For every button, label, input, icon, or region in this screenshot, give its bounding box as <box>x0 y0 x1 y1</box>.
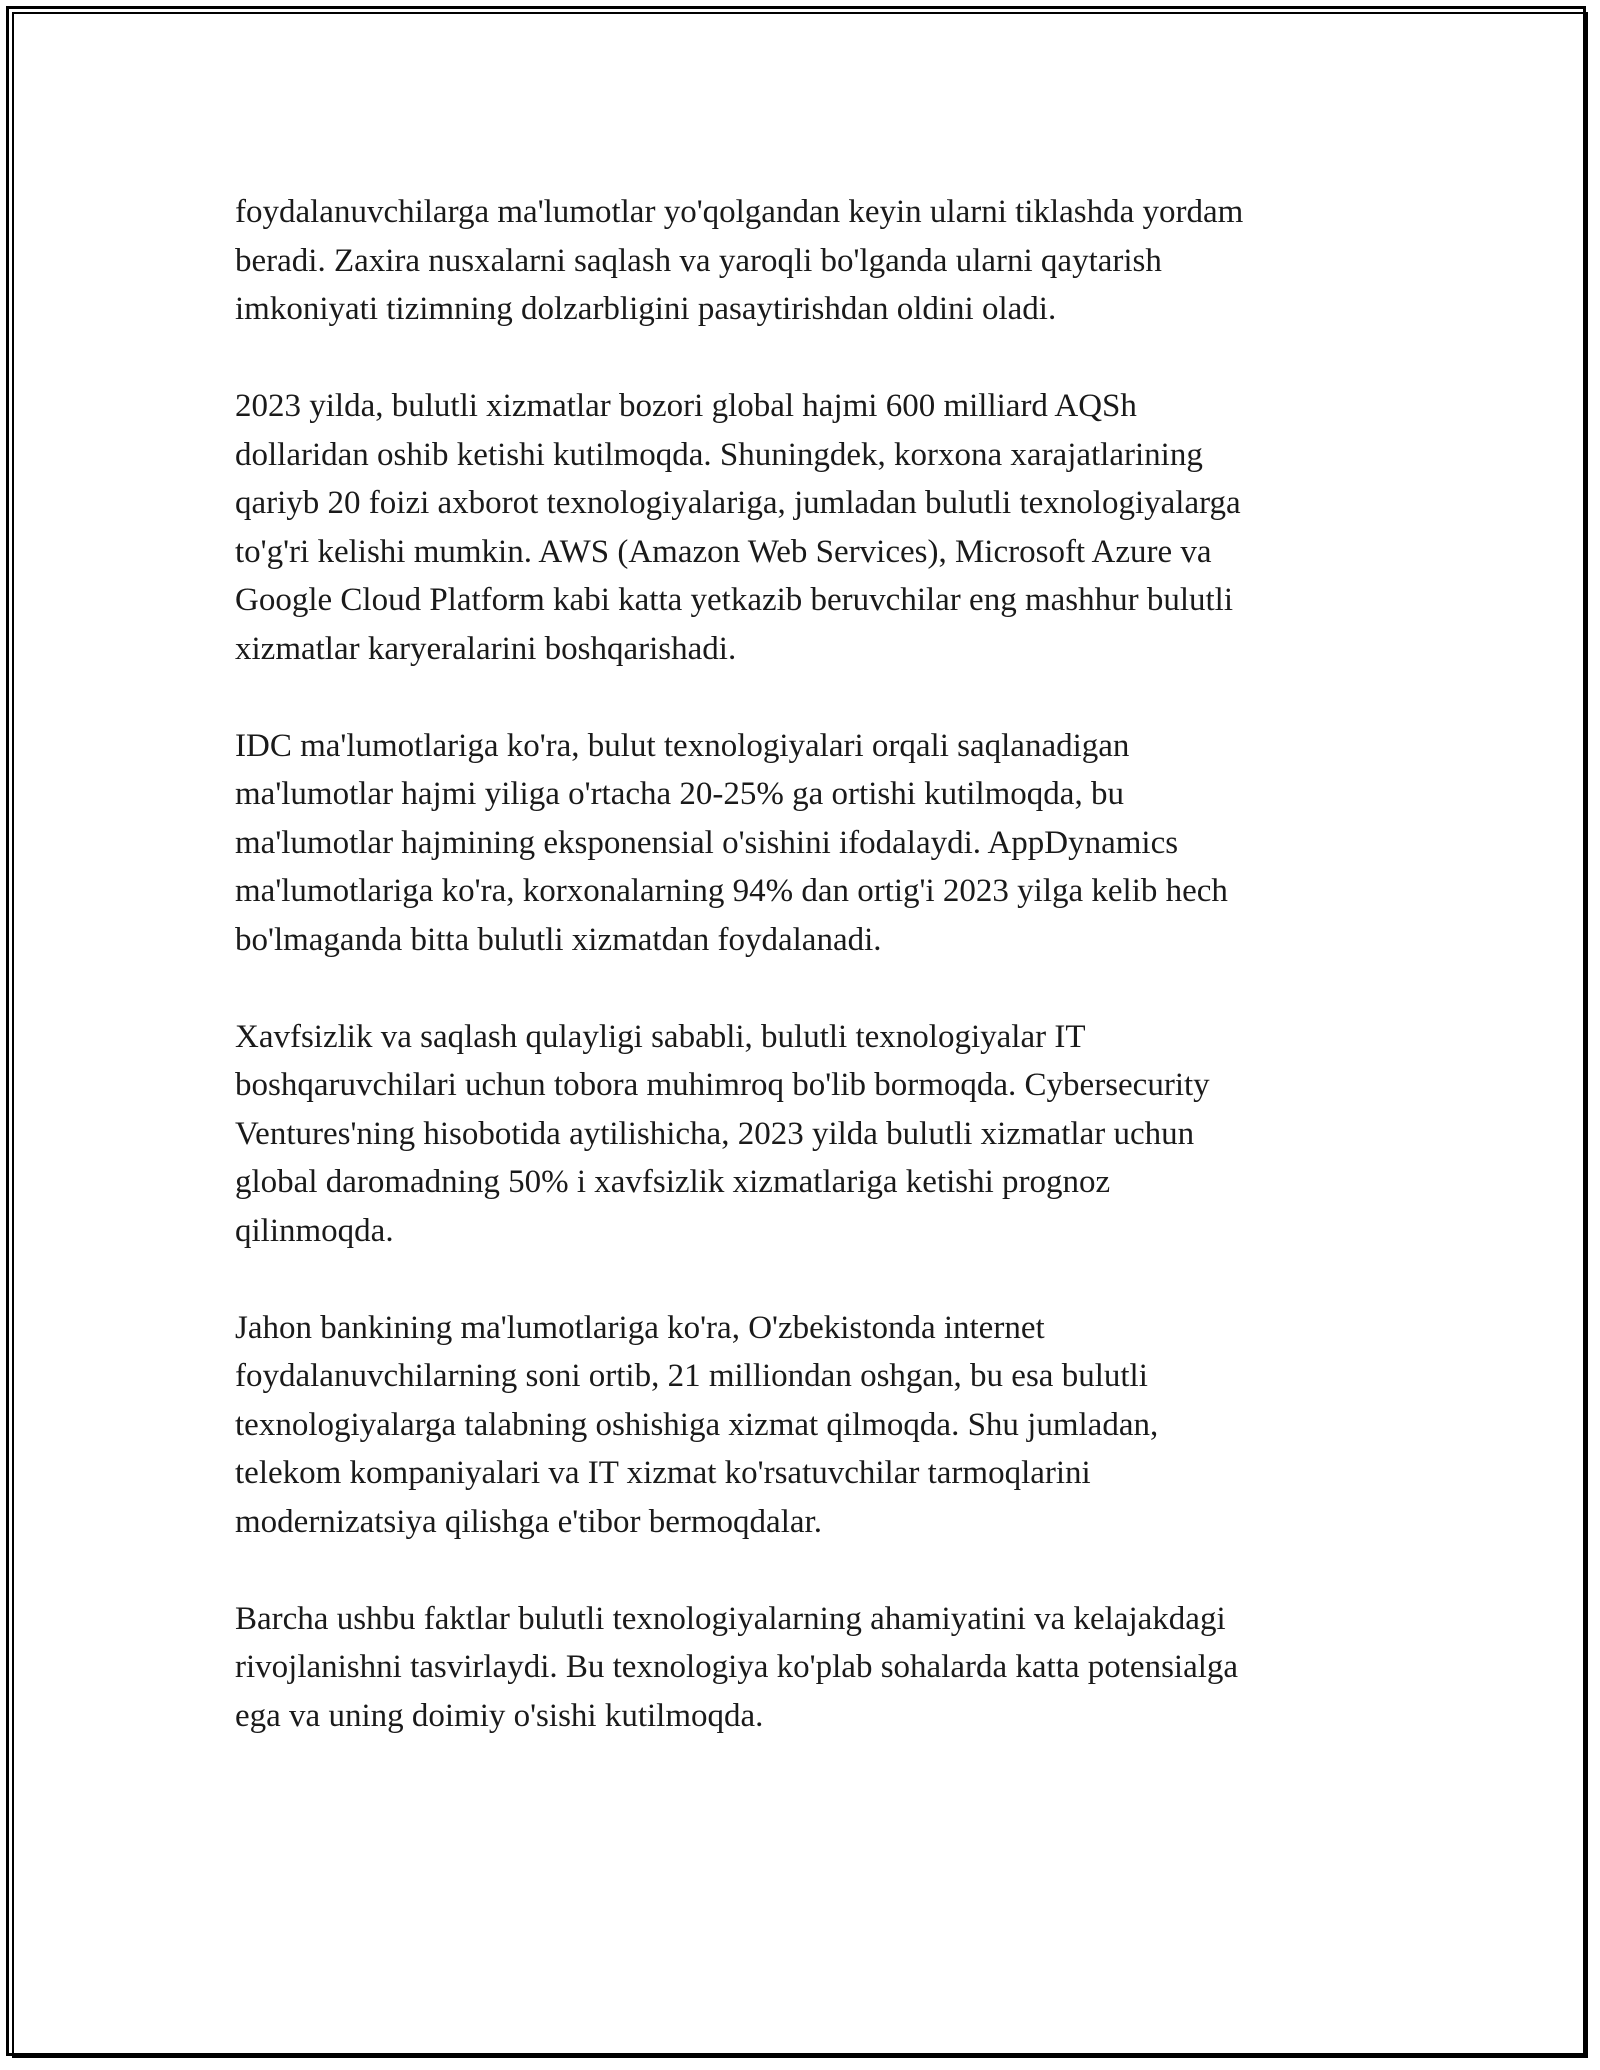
paragraph-5 <box>235 1304 1375 1547</box>
text-line: Barcha ushbu faktlar bulutli texnologiyalarning ahamiyatini va kelajakdagi <box>235 1600 1226 1637</box>
text-line: boshqaruvchilari uchun tobora muhimroq bo'lib bormoqda. Cybersecurity <box>235 1067 1210 1103</box>
document-body <box>235 188 1375 1789</box>
text-line: ega va uning doimiy o'sishi kutilmoqda. <box>235 1697 764 1734</box>
text-line: bo'lmaganda bitta bulutli xizmatdan foydalanadi. <box>235 921 882 958</box>
text-line: ma'lumotlariga ko'ra, korxonalarning 94% dan ortig'i 2023 yilga kelib hech <box>235 873 1228 909</box>
text-line: ma'lumotlar hajmi yiliga o'rtacha 20-25% ga ortishi kutilmoqda, bu <box>235 776 1124 812</box>
paragraph-6 <box>235 1595 1375 1741</box>
paragraph-3 <box>235 722 1375 965</box>
text-line: telekom kompaniyalari va IT xizmat ko'rsatuvchilar tarmoqlarini <box>235 1455 1091 1491</box>
text-line: texnologiyalarga talabning oshishiga xizmat qilmoqda. Shu jumladan, <box>235 1406 1159 1443</box>
text-line: xizmatlar karyeralarini boshqarishadi. <box>235 630 737 667</box>
text-line: Ventures'ning hisobotida aytilishicha, 2023 yilda bulutli xizmatlar uchun <box>235 1115 1195 1152</box>
text-line: foydalanuvchilarga ma'lumotlar yo'qolgandan keyin ularni tiklashda yordam <box>235 194 1244 230</box>
paragraph-4 <box>235 1013 1375 1256</box>
text-line: to'g'ri kelishi mumkin. AWS (Amazon Web Services), Microsoft Azure va <box>235 533 1212 570</box>
text-line: Xavfsizlik va saqlash qulayligi sababli, bulutli texnologiyalar IT <box>235 1018 1086 1055</box>
text-line: modernizatsiya qilishga e'tibor bermoqdalar. <box>235 1503 822 1540</box>
text-line: imkoniyati tizimning dolzarbligini pasaytirishdan oldini oladi. <box>235 291 1057 327</box>
text-line: beradi. Zaxira nusxalarni saqlash va yaroqli bo'lganda ularni qaytarish <box>235 242 1162 279</box>
paragraph-2 <box>235 382 1375 673</box>
text-line: qilinmoqda. <box>235 1212 394 1249</box>
text-line: qariyb 20 foizi axborot texnologiyalariga, jumladan bulutli texnologiyalarga <box>235 485 1241 521</box>
text-line: global daromadning 50% i xavfsizlik xizmatlariga ketishi prognoz <box>235 1164 1111 1200</box>
text-line: rivojlanishni tasvirlaydi. Bu texnologiya ko'plab sohalarda katta potensialga <box>235 1649 1239 1685</box>
text-line: Jahon bankining ma'lumotlariga ko'ra, O'zbekistonda internet <box>235 1309 1045 1346</box>
text-line: dollaridan oshib ketishi kutilmoqda. Shuningdek, korxona xarajatlarining <box>235 436 1203 473</box>
text-line: IDC ma'lumotlariga ko'ra, bulut texnologiyalari orqali saqlanadigan <box>235 727 1130 764</box>
text-line: Google Cloud Platform kabi katta yetkazib beruvchilar eng mashhur bulutli <box>235 582 1234 618</box>
text-line: foydalanuvchilarning soni ortib, 21 milliondan oshgan, bu esa bulutli <box>235 1358 1148 1394</box>
text-line: 2023 yilda, bulutli xizmatlar bozori global hajmi 600 milliard AQSh <box>235 388 1137 424</box>
text-line: ma'lumotlar hajmining eksponensial o'sishini ifodalaydi. AppDynamics <box>235 824 1179 861</box>
paragraph-1 <box>235 188 1375 334</box>
